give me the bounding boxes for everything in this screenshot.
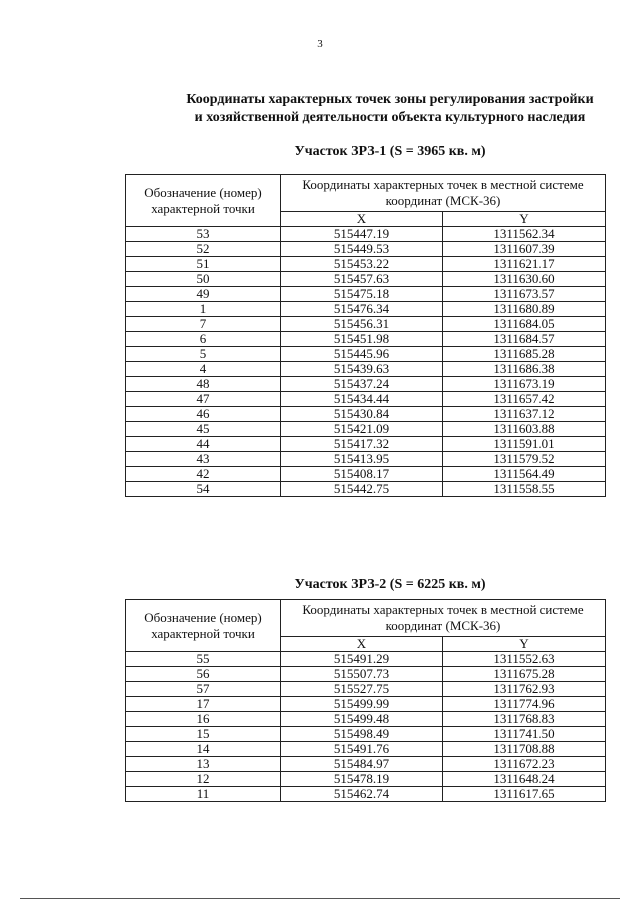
y-coordinate-cell: 1311685.28 (443, 347, 606, 362)
table-row (126, 772, 606, 787)
x-coordinate-cell: 515499.48 (281, 712, 443, 727)
y-coordinate-cell: 1311768.83 (443, 712, 606, 727)
x-coordinate-cell: 515442.75 (281, 482, 443, 497)
table-row (126, 697, 606, 712)
point-number-cell: 1 (126, 302, 281, 317)
y-coordinate-cell: 1311591.01 (443, 437, 606, 452)
y-coordinate-cell: 1311741.50 (443, 727, 606, 742)
point-number-cell: 11 (126, 787, 281, 802)
y-coordinate-cell: 1311708.88 (443, 742, 606, 757)
point-number-cell: 57 (126, 682, 281, 697)
y-coordinate-cell: 1311607.39 (443, 242, 606, 257)
table-row (126, 302, 606, 317)
y-coordinate-cell: 1311684.57 (443, 332, 606, 347)
y-coordinate-cell: 1311558.55 (443, 482, 606, 497)
y-coordinate-cell: 1311648.24 (443, 772, 606, 787)
coords-label-header: Координаты характерных точек в местной системе координат (МСК-36) (281, 600, 606, 637)
point-number-cell: 50 (126, 272, 281, 287)
point-label-header: Обозначение (номер) характерной точки (126, 600, 281, 652)
y-coordinate-cell: 1311552.63 (443, 652, 606, 667)
x-coordinate-cell: 515475.18 (281, 287, 443, 302)
table-row (126, 347, 606, 362)
table-row (126, 667, 606, 682)
x-coordinate-cell: 515453.22 (281, 257, 443, 272)
table-row (126, 317, 606, 332)
y-coordinate-cell: 1311637.12 (443, 407, 606, 422)
x-coordinate-cell: 515451.98 (281, 332, 443, 347)
table-row (126, 742, 606, 757)
x-coordinate-cell: 515484.97 (281, 757, 443, 772)
y-header: Y (443, 637, 606, 652)
section-title-zrz-1: Участок ЗРЗ-1 (S = 3965 кв. м) (294, 144, 486, 159)
page-number: 3 (317, 38, 323, 50)
y-coordinate-cell: 1311680.89 (443, 302, 606, 317)
point-number-cell: 14 (126, 742, 281, 757)
y-header: Y (443, 212, 606, 227)
point-number-cell: 7 (126, 317, 281, 332)
y-coordinate-cell: 1311630.60 (443, 272, 606, 287)
y-coordinate-cell: 1311774.96 (443, 697, 606, 712)
table-row (126, 712, 606, 727)
y-coordinate-cell: 1311673.19 (443, 377, 606, 392)
coordinates-table-zrz-2 (125, 599, 606, 802)
table-row (126, 467, 606, 482)
x-coordinate-cell: 515456.31 (281, 317, 443, 332)
point-number-cell: 15 (126, 727, 281, 742)
section-title-zrz-2: Участок ЗРЗ-2 (S = 6225 кв. м) (294, 577, 486, 592)
table-row (126, 437, 606, 452)
x-coordinate-cell: 515439.63 (281, 362, 443, 377)
table-row (126, 452, 606, 467)
point-number-cell: 46 (126, 407, 281, 422)
point-number-cell: 16 (126, 712, 281, 727)
y-coordinate-cell: 1311603.88 (443, 422, 606, 437)
point-number-cell: 49 (126, 287, 281, 302)
x-coordinate-cell: 515507.73 (281, 667, 443, 682)
point-number-cell: 54 (126, 482, 281, 497)
x-coordinate-cell: 515445.96 (281, 347, 443, 362)
point-number-cell: 55 (126, 652, 281, 667)
table-row (126, 242, 606, 257)
x-header: X (281, 637, 443, 652)
y-coordinate-cell: 1311684.05 (443, 317, 606, 332)
table-row (126, 422, 606, 437)
table-row (126, 757, 606, 772)
point-number-cell: 43 (126, 452, 281, 467)
point-number-cell: 51 (126, 257, 281, 272)
table-row (126, 287, 606, 302)
point-number-cell: 5 (126, 347, 281, 362)
table-row (126, 652, 606, 667)
point-number-cell: 13 (126, 757, 281, 772)
table-row (126, 257, 606, 272)
point-number-cell: 45 (126, 422, 281, 437)
x-coordinate-cell: 515437.24 (281, 377, 443, 392)
x-coordinate-cell: 515408.17 (281, 467, 443, 482)
point-number-cell: 4 (126, 362, 281, 377)
point-number-cell: 48 (126, 377, 281, 392)
y-coordinate-cell: 1311617.65 (443, 787, 606, 802)
table-row (126, 482, 606, 497)
point-number-cell: 12 (126, 772, 281, 787)
point-number-cell: 52 (126, 242, 281, 257)
table-row (126, 392, 606, 407)
point-number-cell: 6 (126, 332, 281, 347)
point-label-header: Обозначение (номер) характерной точки (126, 175, 281, 227)
x-coordinate-cell: 515491.76 (281, 742, 443, 757)
y-coordinate-cell: 1311762.93 (443, 682, 606, 697)
y-coordinate-cell: 1311657.42 (443, 392, 606, 407)
x-coordinate-cell: 515462.74 (281, 787, 443, 802)
table-row (126, 332, 606, 347)
table-row (126, 682, 606, 697)
document-title (150, 91, 630, 127)
point-number-cell: 42 (126, 467, 281, 482)
table-row (126, 227, 606, 242)
y-coordinate-cell: 1311686.38 (443, 362, 606, 377)
document-title-line-2: и хозяйственной деятельности объекта культурного наследия (194, 110, 586, 125)
point-number-cell: 53 (126, 227, 281, 242)
x-coordinate-cell: 515491.29 (281, 652, 443, 667)
x-coordinate-cell: 515498.49 (281, 727, 443, 742)
point-number-cell: 44 (126, 437, 281, 452)
y-coordinate-cell: 1311579.52 (443, 452, 606, 467)
y-coordinate-cell: 1311675.28 (443, 667, 606, 682)
x-coordinate-cell: 515527.75 (281, 682, 443, 697)
page-bottom-rule (20, 898, 620, 899)
x-coordinate-cell: 515499.99 (281, 697, 443, 712)
table-row (126, 362, 606, 377)
x-coordinate-cell: 515457.63 (281, 272, 443, 287)
x-coordinate-cell: 515430.84 (281, 407, 443, 422)
table-row (126, 727, 606, 742)
table-row (126, 272, 606, 287)
point-number-cell: 47 (126, 392, 281, 407)
table-body (126, 227, 606, 497)
document-title-line-1: Координаты характерных точек зоны регулирования застройки (186, 92, 594, 107)
table-row (126, 377, 606, 392)
y-coordinate-cell: 1311564.49 (443, 467, 606, 482)
y-coordinate-cell: 1311621.17 (443, 257, 606, 272)
table-body (126, 652, 606, 802)
x-coordinate-cell: 515449.53 (281, 242, 443, 257)
point-number-cell: 56 (126, 667, 281, 682)
x-coordinate-cell: 515476.34 (281, 302, 443, 317)
x-coordinate-cell: 515421.09 (281, 422, 443, 437)
x-coordinate-cell: 515447.19 (281, 227, 443, 242)
x-coordinate-cell: 515478.19 (281, 772, 443, 787)
y-coordinate-cell: 1311672.23 (443, 757, 606, 772)
y-coordinate-cell: 1311673.57 (443, 287, 606, 302)
x-coordinate-cell: 515413.95 (281, 452, 443, 467)
x-header: X (281, 212, 443, 227)
coords-label-header: Координаты характерных точек в местной системе координат (МСК-36) (281, 175, 606, 212)
point-number-cell: 17 (126, 697, 281, 712)
x-coordinate-cell: 515434.44 (281, 392, 443, 407)
coordinates-table-zrz-1 (125, 174, 606, 497)
y-coordinate-cell: 1311562.34 (443, 227, 606, 242)
table-row (126, 787, 606, 802)
x-coordinate-cell: 515417.32 (281, 437, 443, 452)
table-row (126, 407, 606, 422)
